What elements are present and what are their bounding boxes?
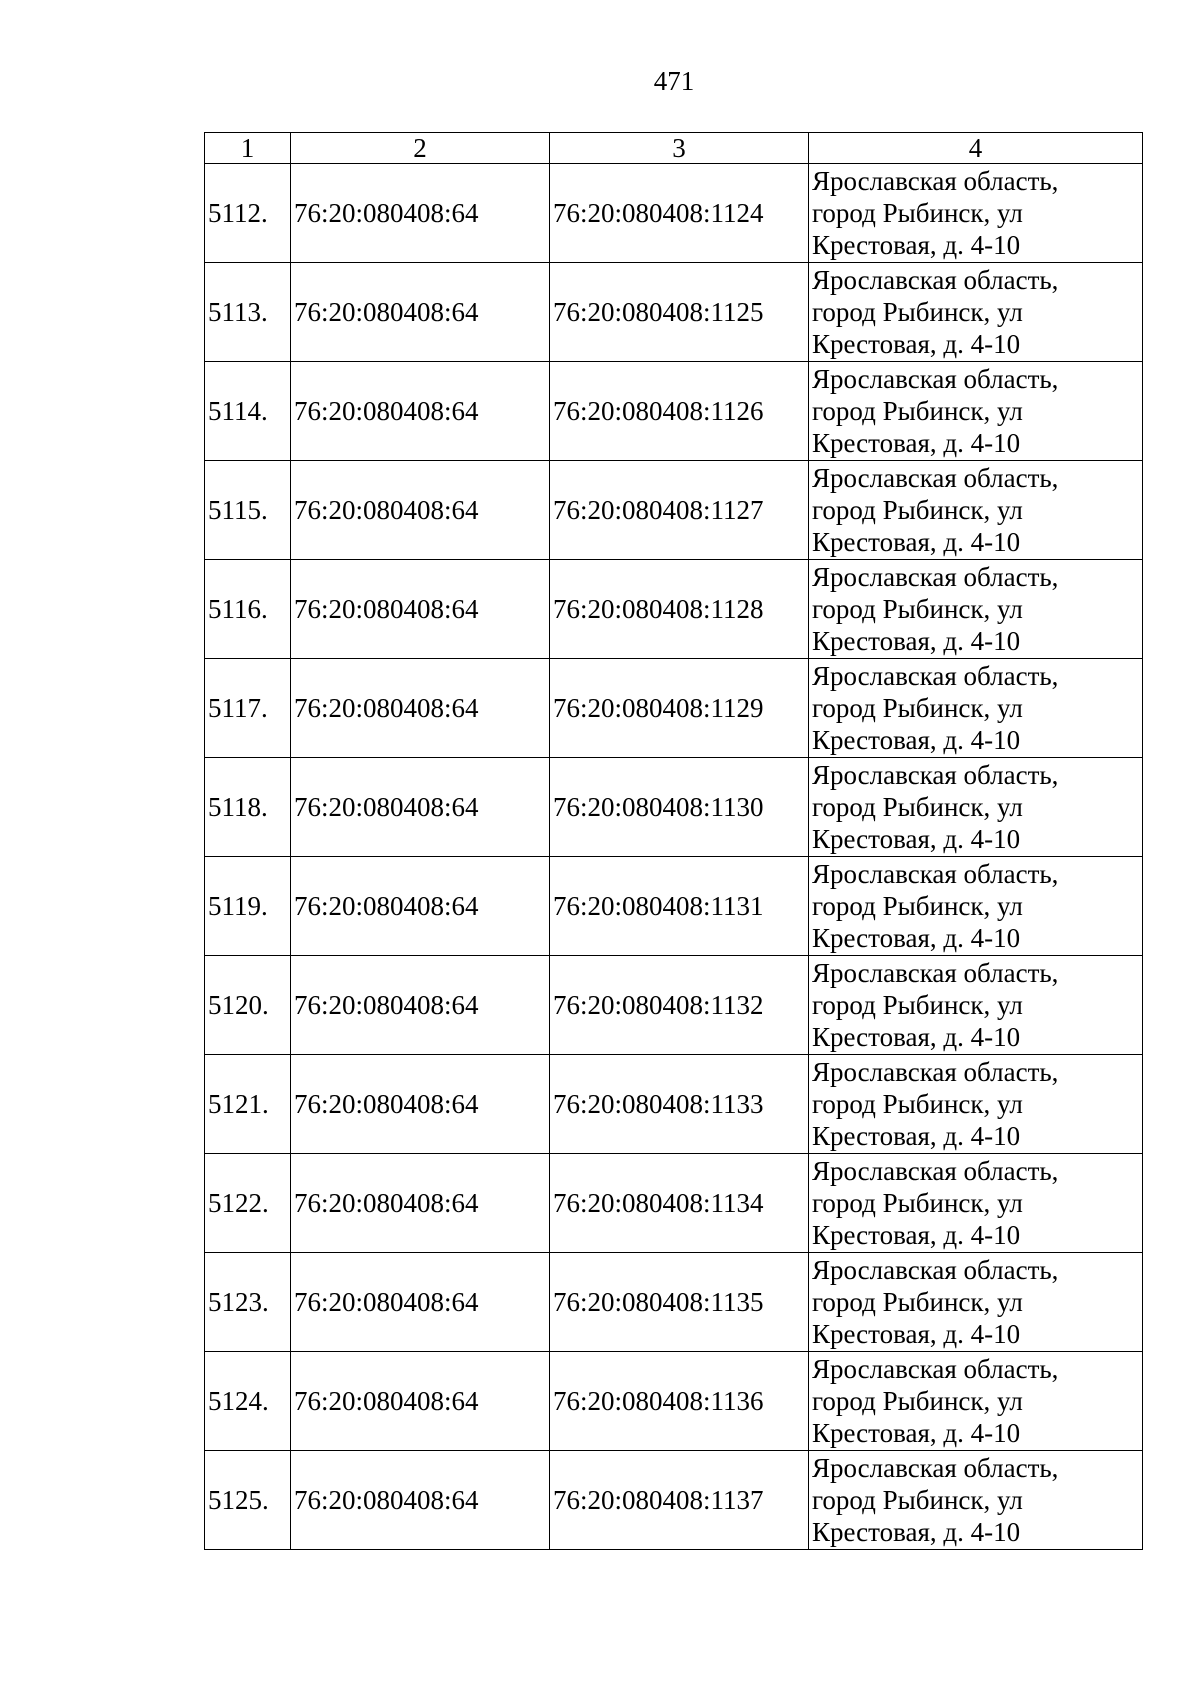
object-cadastral-number-cell: 76:20:080408:1134 <box>550 1154 809 1253</box>
object-cadastral-number-cell: 76:20:080408:1128 <box>550 560 809 659</box>
address-line: Ярославская область, <box>812 463 1059 493</box>
address-line: Ярославская область, <box>812 1354 1059 1384</box>
address-cell <box>809 1253 1143 1352</box>
table-row <box>205 1352 1143 1451</box>
address-line: Ярославская область, <box>812 364 1059 394</box>
table-row <box>205 659 1143 758</box>
address-line: Ярославская область, <box>812 1453 1059 1483</box>
address-line: Крестовая, д. 4-10 <box>812 824 1021 854</box>
column-header-2: 2 <box>291 133 550 164</box>
address-line: Крестовая, д. 4-10 <box>812 626 1021 656</box>
address-line: Крестовая, д. 4-10 <box>812 329 1021 359</box>
registry-table <box>204 132 1143 1550</box>
row-number-cell: 5124. <box>205 1352 291 1451</box>
row-number-cell: 5119. <box>205 857 291 956</box>
address-line: Ярославская область, <box>812 166 1059 196</box>
address-line: Крестовая, д. 4-10 <box>812 725 1021 755</box>
address-cell <box>809 164 1143 263</box>
row-number-cell: 5117. <box>205 659 291 758</box>
parcel-cadastral-number-cell: 76:20:080408:64 <box>291 560 550 659</box>
parcel-cadastral-number-cell: 76:20:080408:64 <box>291 1055 550 1154</box>
address-line: Ярославская область, <box>812 958 1059 988</box>
address-cell <box>809 1154 1143 1253</box>
address-line: город Рыбинск, ул <box>812 1485 1023 1515</box>
row-number-cell: 5123. <box>205 1253 291 1352</box>
object-cadastral-number-cell: 76:20:080408:1135 <box>550 1253 809 1352</box>
column-header-3: 3 <box>550 133 809 164</box>
address-cell <box>809 956 1143 1055</box>
table-row <box>205 758 1143 857</box>
table-row <box>205 1055 1143 1154</box>
table-row <box>205 560 1143 659</box>
parcel-cadastral-number-cell: 76:20:080408:64 <box>291 659 550 758</box>
address-line: Крестовая, д. 4-10 <box>812 428 1021 458</box>
parcel-cadastral-number-cell: 76:20:080408:64 <box>291 1352 550 1451</box>
parcel-cadastral-number-cell: 76:20:080408:64 <box>291 362 550 461</box>
row-number-cell: 5125. <box>205 1451 291 1550</box>
parcel-cadastral-number-cell: 76:20:080408:64 <box>291 1253 550 1352</box>
address-cell <box>809 1451 1143 1550</box>
address-cell <box>809 659 1143 758</box>
table-row <box>205 857 1143 956</box>
parcel-cadastral-number-cell: 76:20:080408:64 <box>291 1154 550 1253</box>
parcel-cadastral-number-cell: 76:20:080408:64 <box>291 956 550 1055</box>
address-line: Крестовая, д. 4-10 <box>812 1517 1021 1547</box>
address-line: Крестовая, д. 4-10 <box>812 1220 1021 1250</box>
object-cadastral-number-cell: 76:20:080408:1136 <box>550 1352 809 1451</box>
address-line: Ярославская область, <box>812 1057 1059 1087</box>
table-row <box>205 362 1143 461</box>
row-number-cell: 5118. <box>205 758 291 857</box>
address-cell <box>809 857 1143 956</box>
parcel-cadastral-number-cell: 76:20:080408:64 <box>291 1451 550 1550</box>
address-line: город Рыбинск, ул <box>812 198 1023 228</box>
address-line: город Рыбинск, ул <box>812 693 1023 723</box>
address-cell <box>809 263 1143 362</box>
address-line: Крестовая, д. 4-10 <box>812 527 1021 557</box>
address-line: город Рыбинск, ул <box>812 594 1023 624</box>
row-number-cell: 5122. <box>205 1154 291 1253</box>
column-header-4: 4 <box>809 133 1143 164</box>
object-cadastral-number-cell: 76:20:080408:1126 <box>550 362 809 461</box>
address-line: Ярославская область, <box>812 1156 1059 1186</box>
parcel-cadastral-number-cell: 76:20:080408:64 <box>291 758 550 857</box>
row-number-cell: 5116. <box>205 560 291 659</box>
parcel-cadastral-number-cell: 76:20:080408:64 <box>291 164 550 263</box>
table-row <box>205 263 1143 362</box>
parcel-cadastral-number-cell: 76:20:080408:64 <box>291 857 550 956</box>
address-cell <box>809 362 1143 461</box>
table-row <box>205 1451 1143 1550</box>
object-cadastral-number-cell: 76:20:080408:1129 <box>550 659 809 758</box>
row-number-cell: 5112. <box>205 164 291 263</box>
address-line: Ярославская область, <box>812 1255 1059 1285</box>
address-line: город Рыбинск, ул <box>812 1287 1023 1317</box>
row-number-cell: 5113. <box>205 263 291 362</box>
table-row <box>205 461 1143 560</box>
address-line: город Рыбинск, ул <box>812 1386 1023 1416</box>
address-line: Ярославская область, <box>812 760 1059 790</box>
address-line: Крестовая, д. 4-10 <box>812 1319 1021 1349</box>
table-row <box>205 164 1143 263</box>
object-cadastral-number-cell: 76:20:080408:1125 <box>550 263 809 362</box>
object-cadastral-number-cell: 76:20:080408:1131 <box>550 857 809 956</box>
parcel-cadastral-number-cell: 76:20:080408:64 <box>291 461 550 560</box>
object-cadastral-number-cell: 76:20:080408:1133 <box>550 1055 809 1154</box>
parcel-cadastral-number-cell: 76:20:080408:64 <box>291 263 550 362</box>
object-cadastral-number-cell: 76:20:080408:1137 <box>550 1451 809 1550</box>
address-line: город Рыбинск, ул <box>812 495 1023 525</box>
address-line: город Рыбинск, ул <box>812 297 1023 327</box>
row-number-cell: 5115. <box>205 461 291 560</box>
header-row <box>205 133 1143 164</box>
address-cell <box>809 560 1143 659</box>
address-line: Крестовая, д. 4-10 <box>812 1022 1021 1052</box>
address-line: Ярославская область, <box>812 562 1059 592</box>
address-cell <box>809 1055 1143 1154</box>
address-cell <box>809 758 1143 857</box>
object-cadastral-number-cell: 76:20:080408:1124 <box>550 164 809 263</box>
table-row <box>205 1154 1143 1253</box>
address-line: город Рыбинск, ул <box>812 1089 1023 1119</box>
table-header <box>205 133 1143 164</box>
address-cell <box>809 1352 1143 1451</box>
address-line: Крестовая, д. 4-10 <box>812 923 1021 953</box>
object-cadastral-number-cell: 76:20:080408:1130 <box>550 758 809 857</box>
address-line: Ярославская область, <box>812 661 1059 691</box>
row-number-cell: 5120. <box>205 956 291 1055</box>
page-number: 471 <box>653 66 695 96</box>
table-row <box>205 956 1143 1055</box>
row-number-cell: 5121. <box>205 1055 291 1154</box>
address-line: город Рыбинск, ул <box>812 396 1023 426</box>
column-header-1: 1 <box>205 133 291 164</box>
address-line: Ярославская область, <box>812 265 1059 295</box>
table-row <box>205 1253 1143 1352</box>
address-line: Крестовая, д. 4-10 <box>812 1418 1021 1448</box>
address-line: Крестовая, д. 4-10 <box>812 230 1021 260</box>
address-line: город Рыбинск, ул <box>812 990 1023 1020</box>
address-cell <box>809 461 1143 560</box>
address-line: город Рыбинск, ул <box>812 792 1023 822</box>
address-line: Крестовая, д. 4-10 <box>812 1121 1021 1151</box>
address-line: Ярославская область, <box>812 859 1059 889</box>
object-cadastral-number-cell: 76:20:080408:1127 <box>550 461 809 560</box>
row-number-cell: 5114. <box>205 362 291 461</box>
table-body <box>205 164 1143 1550</box>
address-line: город Рыбинск, ул <box>812 1188 1023 1218</box>
address-line: город Рыбинск, ул <box>812 891 1023 921</box>
object-cadastral-number-cell: 76:20:080408:1132 <box>550 956 809 1055</box>
